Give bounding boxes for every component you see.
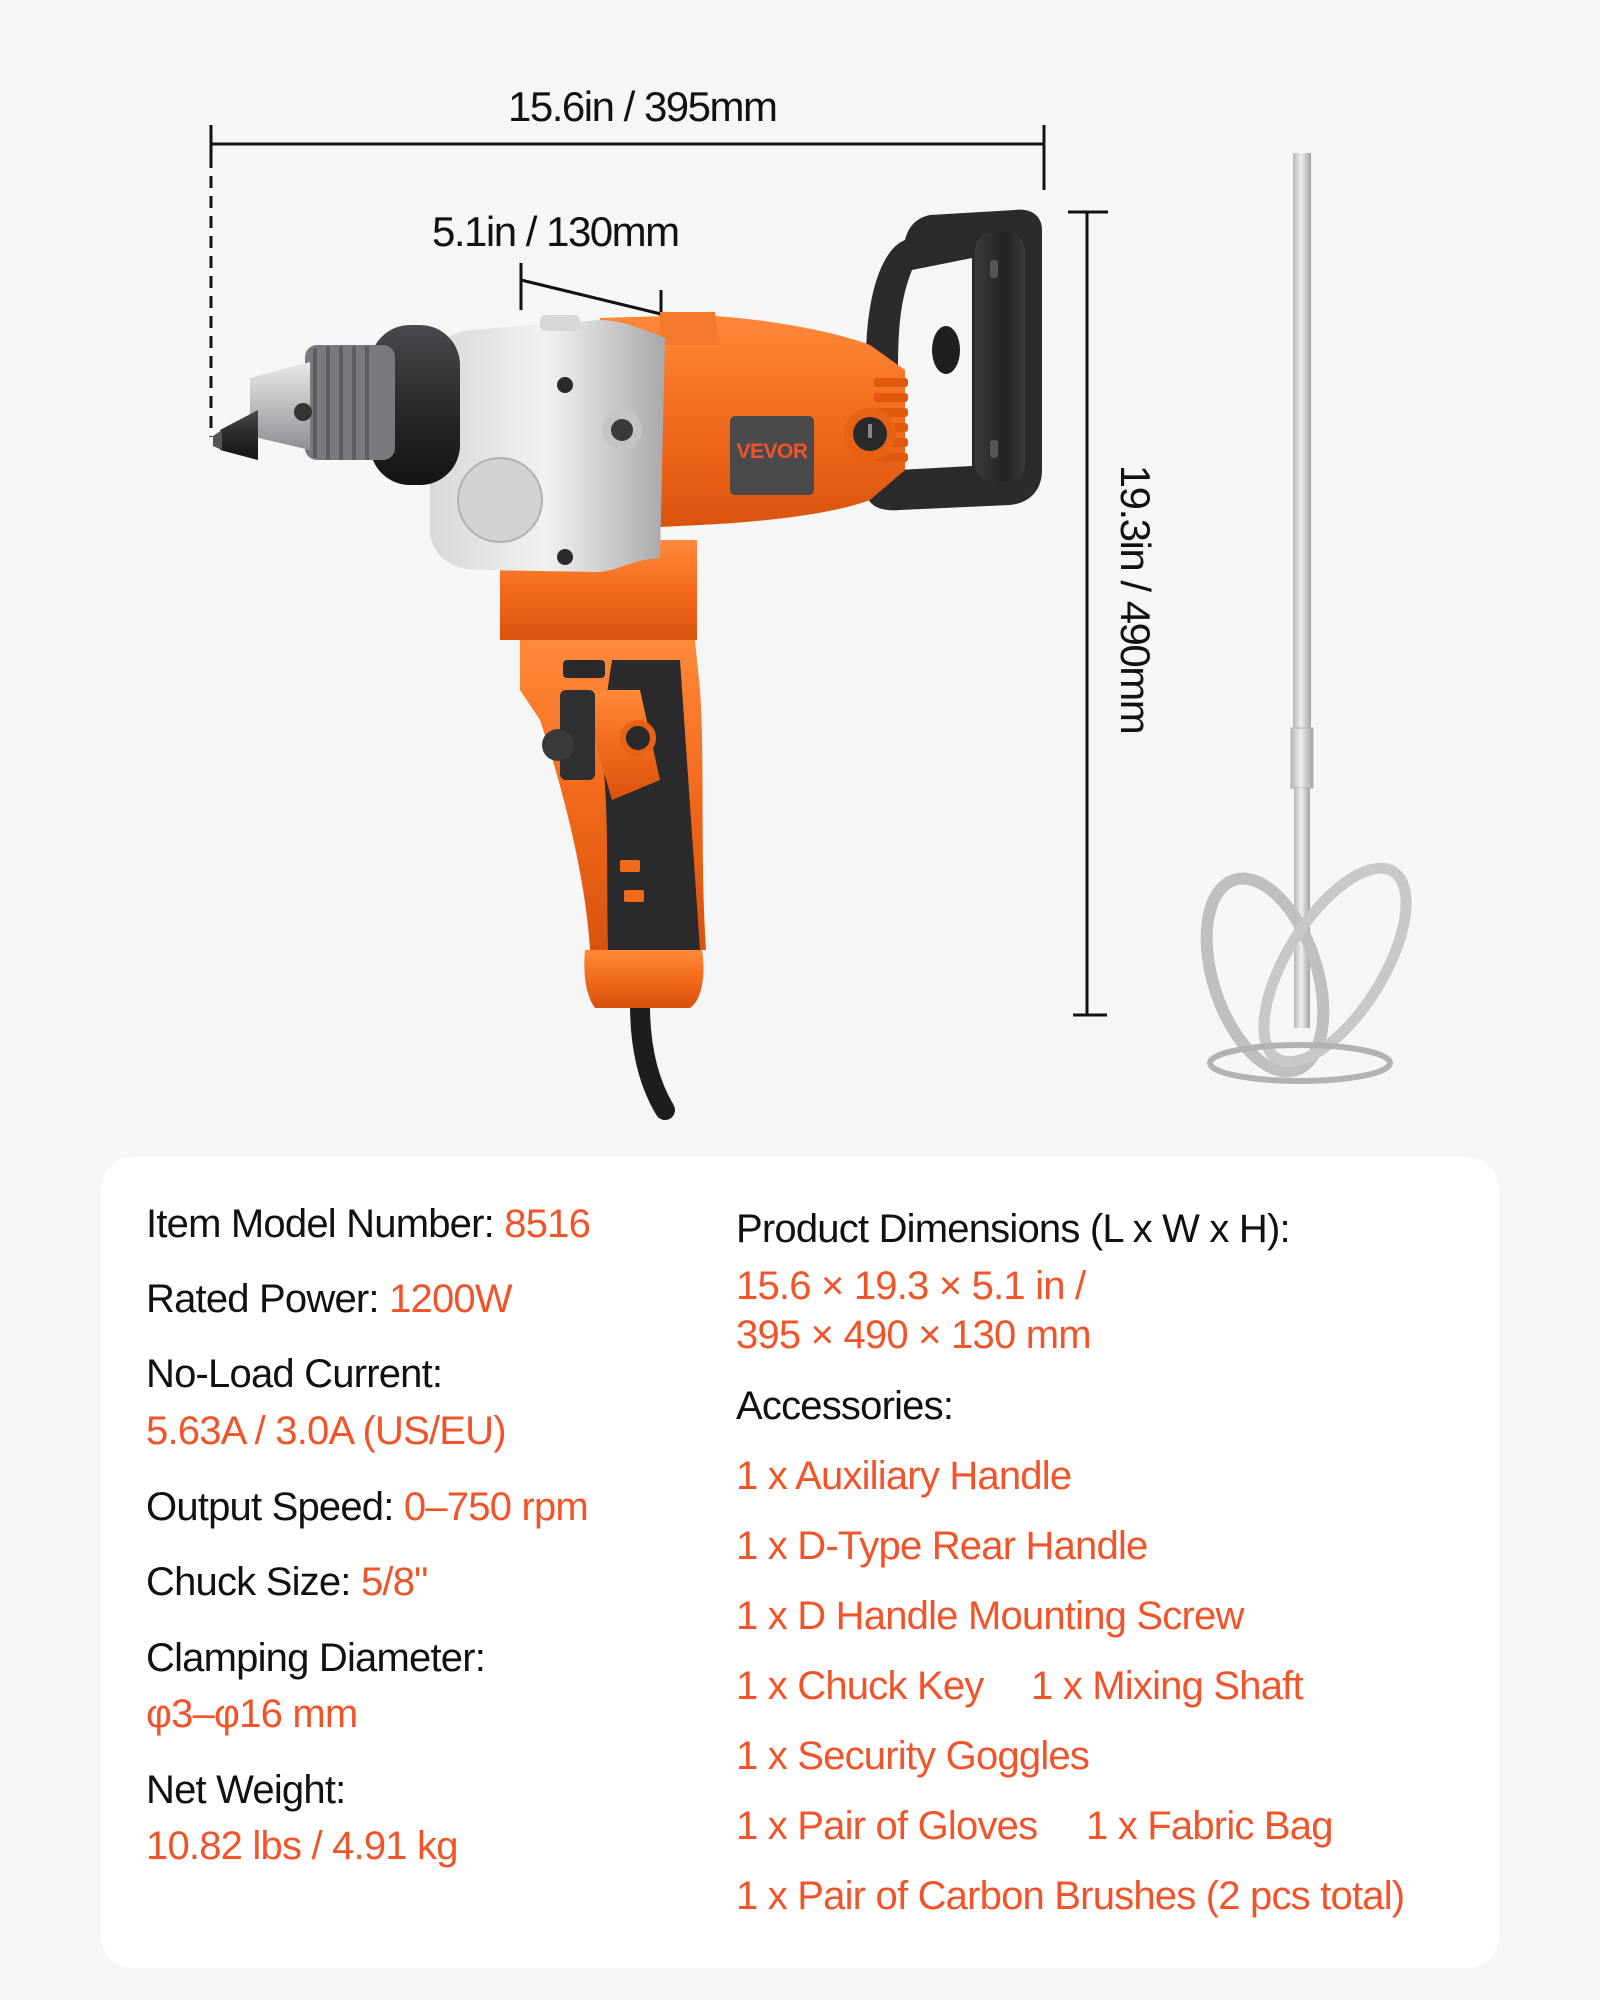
spec-value: 5/8" (360, 1560, 428, 1604)
spec-dimensions-label: Product Dimensions (L x W x H): (736, 1207, 1290, 1251)
spec-no-load-current-value: 5.63A / 3.0A (US/EU) (146, 1409, 506, 1453)
height-dimension-label: 19.3in / 490mm (1112, 464, 1159, 734)
accessories-heading: Accessories: (736, 1384, 954, 1428)
accessory-item: 1 x Security Goggles (736, 1734, 1090, 1778)
brand-logo-text: VEVOR (736, 440, 808, 463)
accessory-item: 1 x Mixing Shaft (1031, 1664, 1303, 1708)
spec-value: 8516 (504, 1202, 591, 1246)
accessory-item: 1 x D Handle Mounting Screw (736, 1594, 1244, 1638)
accessory-item: 1 x Pair of Gloves (736, 1804, 1038, 1848)
spec-dimensions-value-imperial: 15.6 × 19.3 × 5.1 in / (736, 1264, 1086, 1308)
gear-head (430, 315, 665, 572)
width-dimension-label: 5.1in / 130mm (432, 208, 679, 255)
spec-chuck-size: Chuck Size: 5/8" (146, 1560, 428, 1604)
accessory-item: 1 x Auxiliary Handle (736, 1454, 1072, 1498)
spec-net-weight-label: Net Weight: (146, 1768, 346, 1812)
spec-value: 1200W (389, 1277, 512, 1321)
accessory-item: 1 x Pair of Carbon Brushes (2 pcs total) (736, 1874, 1405, 1918)
spec-output-speed: Output Speed: 0–750 rpm (146, 1485, 588, 1529)
spec-no-load-current-label: No-Load Current: (146, 1352, 443, 1396)
spec-dimensions-value-metric: 395 × 490 × 130 mm (736, 1313, 1091, 1357)
spec-value: 0–750 rpm (403, 1485, 588, 1529)
spec-clamping-diameter-label: Clamping Diameter: (146, 1636, 486, 1680)
power-cord (640, 1005, 665, 1110)
pistol-grip (520, 640, 706, 1008)
spec-model-number: Item Model Number: 8516 (146, 1202, 591, 1246)
spec-rated-power: Rated Power: 1200W (146, 1277, 512, 1321)
drill-chuck (213, 325, 460, 485)
spec-clamping-diameter-value: φ3–φ16 mm (146, 1692, 358, 1736)
accessory-item: 1 x Chuck Key (736, 1664, 984, 1708)
accessory-item: 1 x D-Type Rear Handle (736, 1524, 1148, 1568)
spec-net-weight-value: 10.82 lbs / 4.91 kg (146, 1824, 458, 1868)
accessory-item: 1 x Fabric Bag (1086, 1804, 1333, 1848)
length-dimension-label: 15.6in / 395mm (508, 83, 777, 130)
height-dimension-line (1068, 212, 1108, 1015)
mixing-shaft-paddle (1185, 153, 1434, 1086)
